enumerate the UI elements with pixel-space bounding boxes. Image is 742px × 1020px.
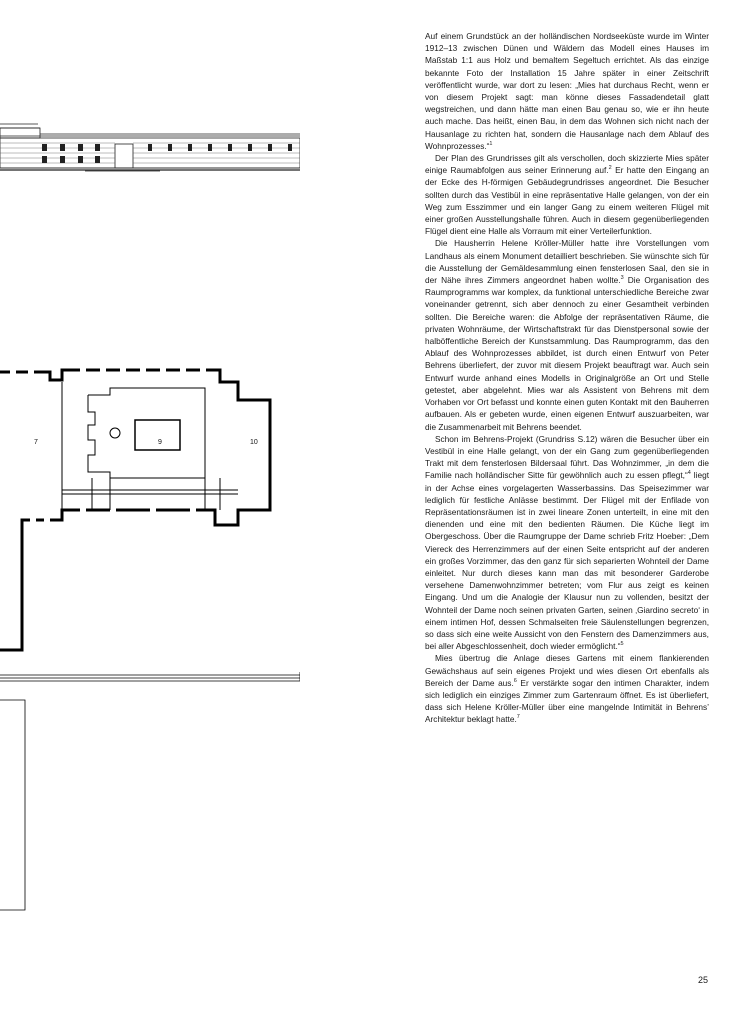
site-plan-fragment [0,660,300,930]
footnote-ref-5[interactable]: 5 [620,641,624,648]
room-label-10: 10 [250,439,258,446]
body-text-column [425,30,709,726]
paragraph-3: Die Hausherrin Helene Kröller-Müller hatte ihre Vorstellungen vom Landhaus als einem Monument detailliert beschrieben. Sie wünschte sich für die Ausstellung der Gemäldesammlung einen fensterlosen Saal, den sie in der Nähe ihres Zimmers angeordnet haben wollte.$^3$ Die Organisation des Raumprogramms war komplex, da funktional unterschiedliche Bereiche zwar voneinander getrennt, sich aber dennoch zu einer Gesamtheit verbinden sollten. Die Bereiche waren: die Abfolge der repräsentativen Räume, die privaten Wohnräume, der Wirtschaftstrakt für das Dienstpersonal sowie der halböffentliche Bereich der Kunstsammlung. Das Raumprogramm, das den Ablauf des Wohnprozesses abbildet, ist durch einen Entwurf von Peter Behrens überliefert, der zuvor mit diesem Projekt beauftragt war. Auch sein Entwurf wurde anhand eines Modells in Originalgröße an Ort und Stelle getestet, aber abgelehnt. Mies war als Assistent von Behrens mit dem Vorhaben vor Ort befasst und konnte einen guten Kontakt mit den Bauherren aufbauen. Als er gebeten wurde, einen eigenen Entwurf auszuarbeiten, war die Zusammenarbeit mit Behrens beendet. [425,238,709,432]
footnote-ref-4[interactable]: 4 [687,470,691,477]
paragraph-1: Auf einem Grundstück an der holländischen Nordseeküste wurde im Winter 1912–13 zwischen Dünen und Wäldern das Modell eines Hauses im Maßstab 1:1 aus Holz und bemaltem Segeltuch errichtet. Als das einzige bekannte Foto der Installation 15 Jahre später in einer Zeitschrift veröffentlicht wurde, war dort zu lesen: „Mies hat durchaus Recht, wenn er von diesem Projekt sagt: man könne dieses Fassadendetail glatt wegstreichen, und dann hätte man einen Bau genau so, wie er ihn heute auch mache. Das heißt, einen Bau, in dem das Wohnen sich nicht nach der Hausanlage zu richten hat, sondern die Hausanlage nach dem Ablauf des Wohnprozesses.“$^1$ [425,31,709,151]
paragraph-4: Schon im Behrens-Projekt (Grundriss S.12) wären die Besucher über ein Vestibül in eine Halle gelangt, von der ein Gang zum gegenüberliegenden Trakt mit dem fensterlosen Bildersaal führt. Das Wohnzimmer, „in dem die Familie nach holländischer Sitte für gewöhnlich auch zu essen pflegt,“$^4$ liegt in der Achse eines vorgelagerten Wasserbassins. Das Speisezimmer war lediglich für festliche Anlässe bestimmt. Der Flügel mit der Enfilade von Repräsentationsräumen ist in zwei lineare Zonen unterteilt, in eine mit den dienenden und eine mit den bedienten Räumen. Die Küche liegt im Obergeschoss. Über die Raumgruppe der Dame schrieb Fritz Hoeber: „Dem Viereck des Herrenzimmers auf der einen Seite entspricht auf der anderen ein großes Vorzimmer, das den ganz für sich separierten Wohnteil der Dame einleitet. Nur durch dieses kann man das mit besonderer Garderobe versehene Damenwohnzimmer betreten; vom Flur aus zeigt es keinen Eingang. Und um die Analogie der Klausur nun zu vollenden, besitzt der Wohnteil der Dame noch seinen privaten Garten, seinen ‚Giardino secreto‘ in einem intimen Hof, dessen Schmalseiten freie Säulenstellungen begrenzen, so dass sich eine weite Aussicht von den Fenstern des Damenzimmers aus, bei aller Abgeschlossenheit, doch wieder ermöglicht.“$^5$ [425,433,710,652]
paragraph-5: Mies übertrug die Anlage dieses Gartens mit einem flankierenden Gewächshaus auf sein eigenes Projekt und wies diesen Ort ebenfalls als Bereich der Dame aus.$^6$ Er verstärkte sogar den intimen Charakter, indem sich lediglich ein einziges Zimmer zum Gartenraum öffnet. Es ist überliefert, dass sich Helene Kröller-Müller über eine mangelnde Intimität in Behrens’ Architektur beklagt hatte.$^7$ [425,653,710,725]
room-label-9: 9 [158,439,162,446]
footnote-ref-3[interactable]: 3 [620,275,624,282]
page-number: 25 [697,975,708,985]
footnote-ref-2[interactable]: 2 [608,165,612,172]
facade-elevation-drawing [0,110,300,180]
footnote-ref-1[interactable]: 1 [489,141,493,148]
floor-plan-drawing [0,360,290,660]
footnote-ref-6[interactable]: 6 [513,678,517,684]
footnote-ref-7[interactable]: 7 [516,714,520,721]
room-label-7: 7 [34,439,38,446]
paragraph-2: Der Plan des Grundrisses gilt als verschollen, doch skizzierte Mies später einige Raumabfolgen aus seiner Erinnerung auf.$^2$ Er hatte den Eingang an der Ecke des H-förmigen Gebäudegrundrisses angeordnet. Die Besucher sollten durch das Vestibül in eine repräsentative Halle gelangen, von der ein Weg zum Esszimmer und ein langer Gang zu einem weiteren Flügel mit einer großen Ausstellungshalle führen. Auch in diesem gegenüberliegenden Flügel dient eine Halle als Vorraum mit einer Verteilerfunktion. [425,153,709,237]
